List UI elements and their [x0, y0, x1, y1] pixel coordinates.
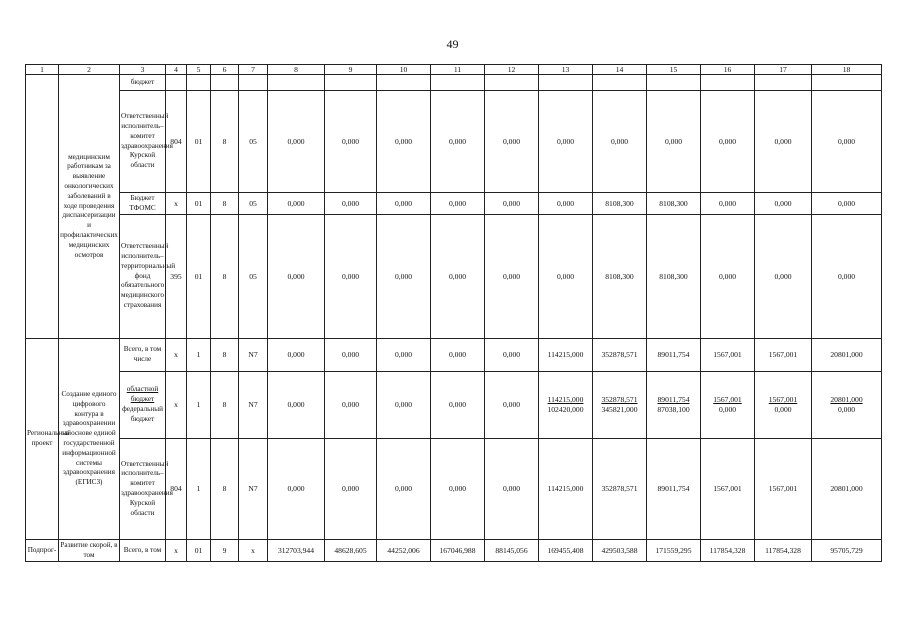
- value-cell: [268, 75, 325, 91]
- value-cell: 0,000: [377, 215, 431, 339]
- value-cell: 1: [187, 439, 211, 540]
- header-cell: 16: [701, 65, 755, 75]
- value-cell: [431, 75, 485, 91]
- source-cell: Всего, в том числе: [120, 339, 166, 372]
- value-cell: 0,000: [647, 91, 701, 193]
- value-cell: 0,000: [701, 91, 755, 193]
- value-regional: 1567,001: [768, 395, 798, 405]
- value-cell: 114215,000: [539, 439, 593, 540]
- value-cell: 0,000: [325, 439, 377, 540]
- value-cell: 0,000: [325, 193, 377, 215]
- header-cell: 18: [812, 65, 882, 75]
- table-row: [26, 193, 882, 215]
- table-row: [26, 372, 882, 439]
- value-cell: [812, 75, 882, 91]
- column-number-row: [26, 65, 882, 75]
- value-regional: 20801,000: [830, 395, 863, 405]
- value-cell: 0,000: [755, 193, 812, 215]
- value-cell: 167046,988: [431, 540, 485, 562]
- value-cell: 395: [166, 215, 187, 339]
- value-cell: 8108,300: [647, 215, 701, 339]
- value-cell: 95705,729: [812, 540, 882, 562]
- value-cell: N7: [239, 439, 268, 540]
- value-federal: 0,000: [837, 405, 856, 414]
- value-cell: 89011,754: [647, 339, 701, 372]
- value-cell: 0,000: [812, 91, 882, 193]
- value-cell: 0,000: [701, 193, 755, 215]
- value-cell: 0,000: [431, 339, 485, 372]
- value-cell: 01: [187, 193, 211, 215]
- value-cell: 8108,300: [593, 193, 647, 215]
- value-cell: 05: [239, 215, 268, 339]
- value-cell: 01: [187, 540, 211, 562]
- value-cell: N7: [239, 339, 268, 372]
- value-cell: x: [239, 540, 268, 562]
- value-federal: 345821,000: [601, 405, 638, 414]
- value-cell: N7: [239, 372, 268, 439]
- value-cell: 352878,571: [593, 439, 647, 540]
- value-cell: 0,000: [431, 215, 485, 339]
- source-cell: Ответственный исполнитель–территориальный фонд обязательного медицинского страхования: [120, 215, 166, 339]
- value-cell: [377, 75, 431, 91]
- header-cell: 17: [755, 65, 812, 75]
- value-cell: x: [166, 540, 187, 562]
- source-cell: Бюджет ТФОМС: [120, 193, 166, 215]
- value-cell: 9: [211, 540, 239, 562]
- value-federal: 87038,100: [657, 405, 690, 414]
- value-cell: 01: [187, 91, 211, 193]
- table-row: [26, 339, 882, 372]
- value-cell: 114215,000: [539, 339, 593, 372]
- value-cell: 0,000: [539, 91, 593, 193]
- header-cell: 9: [325, 65, 377, 75]
- value-cell: [755, 75, 812, 91]
- value-cell: [187, 75, 211, 91]
- value-cell: 0,000: [539, 193, 593, 215]
- value-cell: [325, 75, 377, 91]
- header-cell: 5: [187, 65, 211, 75]
- header-cell: 6: [211, 65, 239, 75]
- value-cell: 0,000: [485, 215, 539, 339]
- source-federal: федеральный бюджет: [122, 405, 163, 423]
- value-federal: 0,000: [718, 405, 737, 414]
- header-cell: 10: [377, 65, 431, 75]
- measure-name: Создание единого цифрового контура в здравоохранении на основе единой государственной информационной системы здравоохранения (ЕГИСЗ): [59, 339, 120, 540]
- value-cell: [593, 372, 647, 439]
- value-cell: 88145,056: [485, 540, 539, 562]
- value-cell: 05: [239, 91, 268, 193]
- value-cell: 117854,328: [701, 540, 755, 562]
- value-cell: [211, 75, 239, 91]
- budget-table: [25, 64, 882, 562]
- value-cell: 0,000: [539, 215, 593, 339]
- value-cell: 0,000: [431, 372, 485, 439]
- value-cell: 0,000: [377, 193, 431, 215]
- value-cell: [812, 372, 882, 439]
- value-cell: [539, 372, 593, 439]
- value-cell: [539, 75, 593, 91]
- value-cell: 0,000: [268, 372, 325, 439]
- value-cell: 0,000: [485, 372, 539, 439]
- source-cell: Всего, в том: [120, 540, 166, 562]
- value-cell: 0,000: [485, 339, 539, 372]
- value-cell: 0,000: [812, 193, 882, 215]
- value-regional: 114215,000: [547, 395, 584, 405]
- value-cell: 1567,001: [701, 439, 755, 540]
- value-regional: 1567,001: [713, 395, 742, 405]
- value-cell: 8: [211, 193, 239, 215]
- value-cell: 0,000: [701, 215, 755, 339]
- table-row: [26, 91, 882, 193]
- table-row: [26, 215, 882, 339]
- status-cell: Региональный проект: [26, 339, 59, 540]
- value-cell: 0,000: [268, 215, 325, 339]
- value-cell: 0,000: [268, 339, 325, 372]
- source-cell: [120, 372, 166, 439]
- value-cell: 8108,300: [647, 193, 701, 215]
- value-cell: [701, 75, 755, 91]
- value-cell: 0,000: [755, 91, 812, 193]
- value-cell: [647, 75, 701, 91]
- source-cell: Ответственный исполнитель–комитет здравоохранения Курской области: [120, 91, 166, 193]
- value-cell: 0,000: [812, 215, 882, 339]
- measure-name: Развитие скорой, в том: [59, 540, 120, 562]
- value-cell: 05: [239, 193, 268, 215]
- value-cell: 0,000: [431, 439, 485, 540]
- header-cell: 7: [239, 65, 268, 75]
- value-cell: 312703,944: [268, 540, 325, 562]
- value-cell: 0,000: [268, 193, 325, 215]
- status-cell: Подпрог-: [26, 540, 59, 562]
- value-cell: 01: [187, 215, 211, 339]
- value-cell: [647, 372, 701, 439]
- value-cell: 0,000: [268, 439, 325, 540]
- header-cell: 4: [166, 65, 187, 75]
- table-row: [26, 75, 882, 91]
- value-cell: 8: [211, 215, 239, 339]
- value-cell: 89011,754: [647, 439, 701, 540]
- value-cell: 0,000: [485, 439, 539, 540]
- value-cell: 804: [166, 91, 187, 193]
- value-cell: 8: [211, 439, 239, 540]
- value-cell: 0,000: [377, 439, 431, 540]
- value-regional: 352878,571: [601, 395, 638, 405]
- value-cell: 8108,300: [593, 215, 647, 339]
- value-cell: [755, 372, 812, 439]
- value-cell: [166, 75, 187, 91]
- page-number: 49: [446, 37, 459, 51]
- value-cell: 0,000: [325, 91, 377, 193]
- value-cell: 117854,328: [755, 540, 812, 562]
- value-cell: [593, 75, 647, 91]
- header-cell: 8: [268, 65, 325, 75]
- value-cell: 0,000: [325, 372, 377, 439]
- value-cell: x: [166, 372, 187, 439]
- value-cell: 44252,006: [377, 540, 431, 562]
- header-cell: 13: [539, 65, 593, 75]
- header-cell: 14: [593, 65, 647, 75]
- measure-name: медицинским работникам за выявление онкологических заболеваний в ходе проведения диспансеризации и профилактических медицинских осмотров: [59, 75, 120, 339]
- value-cell: 0,000: [325, 339, 377, 372]
- status-cell: [26, 75, 59, 339]
- value-cell: x: [166, 339, 187, 372]
- value-cell: 1567,001: [755, 339, 812, 372]
- header-cell: 1: [26, 65, 59, 75]
- value-cell: 0,000: [593, 91, 647, 193]
- value-cell: 1: [187, 339, 211, 372]
- value-cell: 0,000: [431, 193, 485, 215]
- value-cell: [239, 75, 268, 91]
- value-cell: 0,000: [755, 215, 812, 339]
- table-row: [26, 540, 882, 562]
- header-cell: 15: [647, 65, 701, 75]
- value-cell: [701, 372, 755, 439]
- table-row: [26, 439, 882, 540]
- value-cell: 8: [211, 339, 239, 372]
- value-cell: 171559,295: [647, 540, 701, 562]
- header-cell: 3: [120, 65, 166, 75]
- header-cell: 11: [431, 65, 485, 75]
- value-cell: 0,000: [485, 193, 539, 215]
- value-cell: 20801,000: [812, 439, 882, 540]
- value-cell: [485, 75, 539, 91]
- value-cell: 352878,571: [593, 339, 647, 372]
- value-cell: 169455,408: [539, 540, 593, 562]
- value-cell: 8: [211, 372, 239, 439]
- value-cell: 0,000: [485, 91, 539, 193]
- value-cell: 20801,000: [812, 339, 882, 372]
- value-cell: 0,000: [377, 372, 431, 439]
- value-regional: 89011,754: [657, 395, 690, 405]
- value-cell: 48628,605: [325, 540, 377, 562]
- value-cell: 804: [166, 439, 187, 540]
- value-cell: x: [166, 193, 187, 215]
- header-cell: 12: [485, 65, 539, 75]
- value-federal: 102420,000: [547, 405, 584, 414]
- value-cell: 1: [187, 372, 211, 439]
- value-cell: 0,000: [268, 91, 325, 193]
- value-cell: 8: [211, 91, 239, 193]
- value-cell: 1567,001: [755, 439, 812, 540]
- value-cell: 0,000: [377, 339, 431, 372]
- value-cell: 429503,588: [593, 540, 647, 562]
- source-cell: бюджет: [120, 75, 166, 91]
- source-cell: Ответственный исполнитель–комитет здравоохранения Курской области: [120, 439, 166, 540]
- source-regional: областной бюджет: [126, 385, 159, 404]
- value-cell: 0,000: [431, 91, 485, 193]
- value-cell: 0,000: [325, 215, 377, 339]
- header-cell: 2: [59, 65, 120, 75]
- value-federal: 0,000: [774, 405, 792, 414]
- value-cell: 0,000: [377, 91, 431, 193]
- value-cell: 1567,001: [701, 339, 755, 372]
